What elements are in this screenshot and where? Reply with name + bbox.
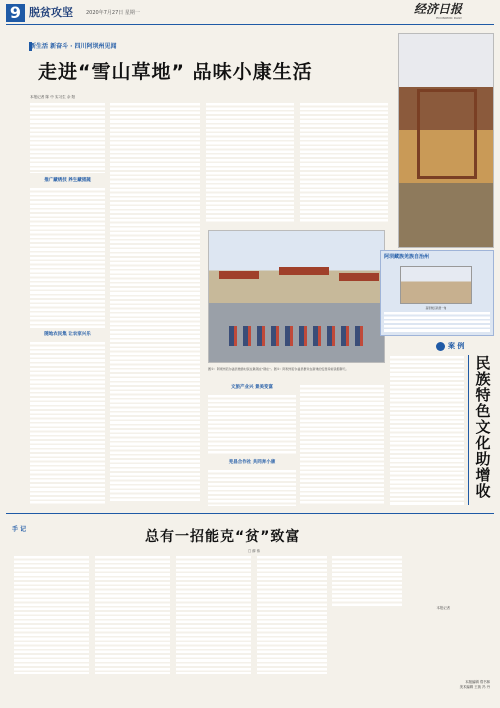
body-text-block (208, 395, 296, 455)
body-text-block (206, 103, 294, 223)
photo-village-house (398, 33, 494, 248)
body-text-block (208, 470, 296, 506)
article-headline: 走进“雪山草地” 品味小康生活 (38, 61, 313, 83)
case-vertical-title: 民族特色文化助增收 (475, 354, 491, 500)
subhead-1: 推广藏绣技 养生藏猪蔬 (44, 178, 91, 183)
footer-editor: 本版编辑 郑书林 (465, 680, 490, 684)
photo-caption: 图①：阿坝州若尔盖县旅游村民在跳锅庄“锅庄”。图②：阿坝州若尔盖县群众在新建的安居房前读报聊天。 (208, 367, 349, 371)
feature-headline: 总有一招能克“贫”致富 (145, 529, 301, 545)
feature-text-block (176, 556, 251, 674)
vertical-rule (468, 355, 469, 505)
issue-date: 2020年7月27日 星期一 (86, 10, 140, 16)
body-text-block (300, 385, 384, 505)
newspaper-logo-en: ECONOMIC DAILY (436, 16, 462, 20)
feature-text-block (95, 556, 170, 674)
body-text-block (300, 103, 388, 223)
article-kicker: 新生活 新奋斗 · 四川阿坝州见闻 (30, 43, 117, 50)
feature-text-block (257, 556, 327, 674)
case-text-block (390, 356, 464, 506)
case-icon (436, 342, 445, 351)
page-footer (390, 680, 490, 690)
feature-text-block (14, 556, 89, 674)
notes-label: 手 记 (12, 526, 27, 533)
header-rule (6, 24, 494, 25)
feature-signature: 本报记者 (436, 606, 450, 610)
sidebar-photo (400, 266, 472, 304)
sidebar-text (384, 312, 490, 332)
body-text-block (110, 103, 200, 503)
photo-village-dance (208, 230, 385, 363)
article-byline: 本报记者 陈 中 实习生 余 阳 (30, 95, 76, 99)
subhead-3: 文旅产业兴 景美变富 (230, 385, 274, 390)
footer-designer: 美术编辑 王荻 冯 丹 (459, 685, 490, 689)
body-text-block (30, 342, 105, 504)
subhead-2: 随地农民集 让农家兴乐 (44, 332, 91, 337)
feature-rule (6, 513, 494, 514)
section-title: 脱贫攻坚 (29, 6, 73, 19)
sidebar-title: 阿坝藏族羌族自治州 (384, 254, 430, 260)
subhead-4: 羌昌合作社 共同奔小康 (228, 460, 276, 465)
feature-text-block (332, 556, 402, 606)
sidebar-photo-label: 高原牧区新居一角 (425, 307, 447, 310)
body-text-block (30, 103, 105, 173)
newspaper-logo: 经济日报 (413, 2, 462, 16)
feature-author: □ 薛 伟 (248, 549, 261, 553)
page-number: 9 (6, 4, 25, 22)
case-label: 案 例 (448, 342, 465, 350)
body-text-block (30, 188, 105, 328)
